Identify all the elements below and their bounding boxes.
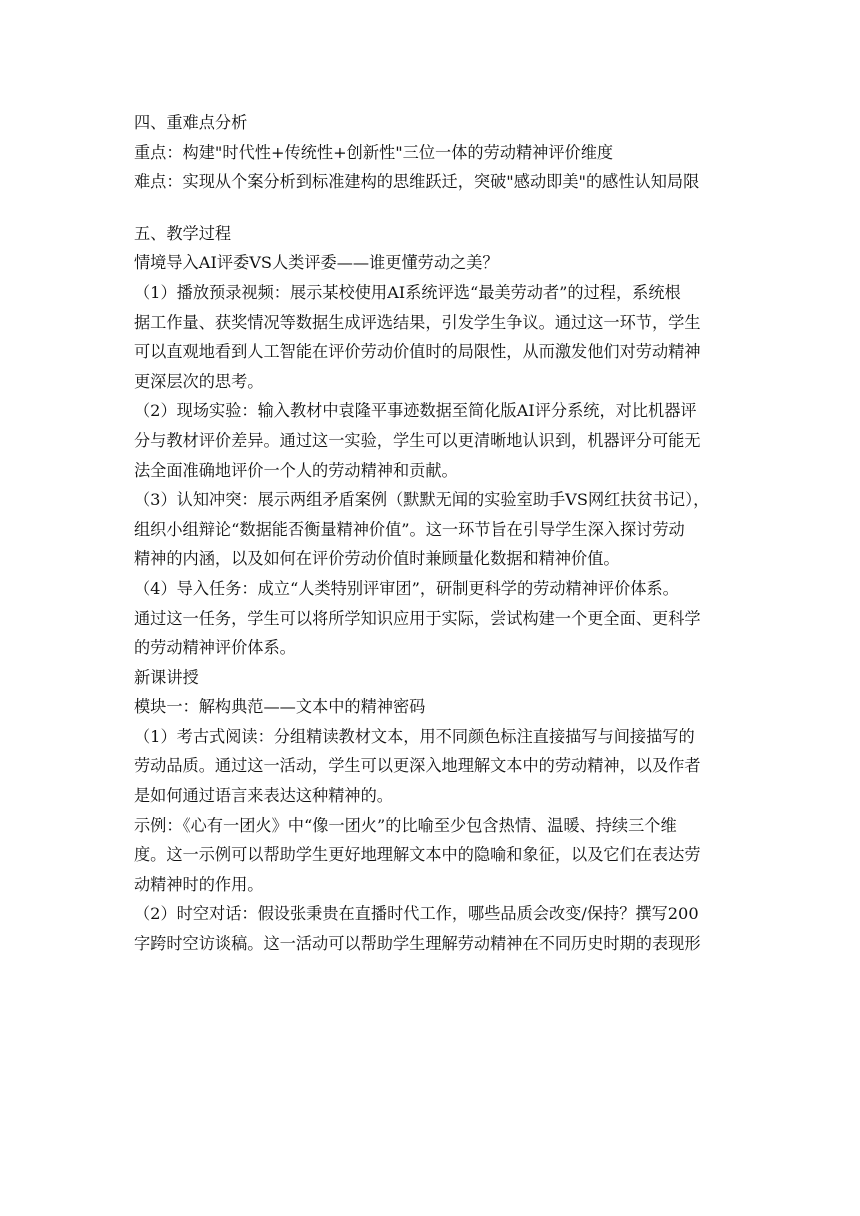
- text-line: （2）时空对话：假设张秉贵在直播时代工作，哪些品质会改变/保持？撰写200: [134, 904, 699, 924]
- text-line: 组织小组辩论“数据能否衡量精神价值”。这一环节旨在引导学生深入探讨劳动: [134, 519, 685, 539]
- intro-title: 情境导入AI评委VS人类评委——谁更懂劳动之美？: [134, 253, 499, 273]
- section-heading: 四、重难点分析: [134, 113, 248, 132]
- subsection-heading: 新课讲授: [134, 667, 199, 687]
- text-line: 可以直观地看到人工智能在评价劳动价值时的局限性，从而激发他们对劳动精神: [134, 342, 701, 362]
- paragraph-gap: [134, 197, 734, 219]
- document-page: [134, 108, 734, 959]
- text-line: 更深层次的思考。: [134, 371, 264, 391]
- text-line: （2）现场实验：输入教材中袁隆平事迹数据至简化版AI评分系统，对比机器评: [134, 401, 697, 421]
- text-line: 分与教材评价差异。通过这一实验，学生可以更清晰地认识到，机器评分可能无: [134, 430, 701, 450]
- text-line: 是如何通过语言来表达这种精神的。: [134, 786, 393, 806]
- section-heading: 五、教学过程: [134, 223, 232, 243]
- difficulty-text: 难点：实现从个案分析到标准建构的思维跃迁，突破"感动即美"的感性认知局限: [134, 172, 700, 192]
- text-line: （3）认知冲突：展示两组矛盾案例（默默无闻的实验室助手VS网红扶贫书记），: [134, 490, 710, 510]
- module-title: 模块一：解构典范——文本中的精神密码: [134, 697, 426, 717]
- text-line: 的劳动精神评价体系。: [134, 638, 296, 658]
- text-line: 字跨时空访谈稿。这一活动可以帮助学生理解劳动精神在不同历史时期的表现形: [134, 934, 701, 954]
- key-point-text: 重点：构建"时代性+传统性+创新性"三位一体的劳动精神评价维度: [134, 142, 614, 162]
- text-line: 劳动品质。通过这一活动，学生可以更深入地理解文本中的劳动精神，以及作者: [134, 756, 701, 776]
- text-line: （1）考古式阅读：分组精读教材文本，用不同颜色标注直接描写与间接描写的: [134, 726, 695, 746]
- text-line: 据工作量、获奖情况等数据生成评选结果，引发学生争议。通过这一环节，学生: [134, 312, 701, 332]
- text-line: 精神的内涵，以及如何在评价劳动价值时兼顾量化数据和精神价值。: [134, 549, 620, 569]
- text-line: 通过这一任务，学生可以将所学知识应用于实际，尝试构建一个更全面、更科学: [134, 608, 701, 628]
- text-line: （1）播放预录视频：展示某校使用AI系统评选“最美劳动者”的过程，系统根: [134, 282, 681, 302]
- text-line: 法全面准确地评价一个人的劳动精神和贡献。: [134, 460, 458, 480]
- text-line: 动精神时的作用。: [134, 874, 264, 894]
- text-line: （4）导入任务：成立“人类特别评审团”，研制更科学的劳动精神评价体系。: [134, 578, 679, 598]
- text-line: 度。这一示例可以帮助学生更好地理解文本中的隐喻和象征，以及它们在表达劳: [134, 845, 701, 865]
- text-line: 示例：《心有一团火》中“像一团火”的比喻至少包含热情、温暖、持续三个维: [134, 815, 677, 835]
